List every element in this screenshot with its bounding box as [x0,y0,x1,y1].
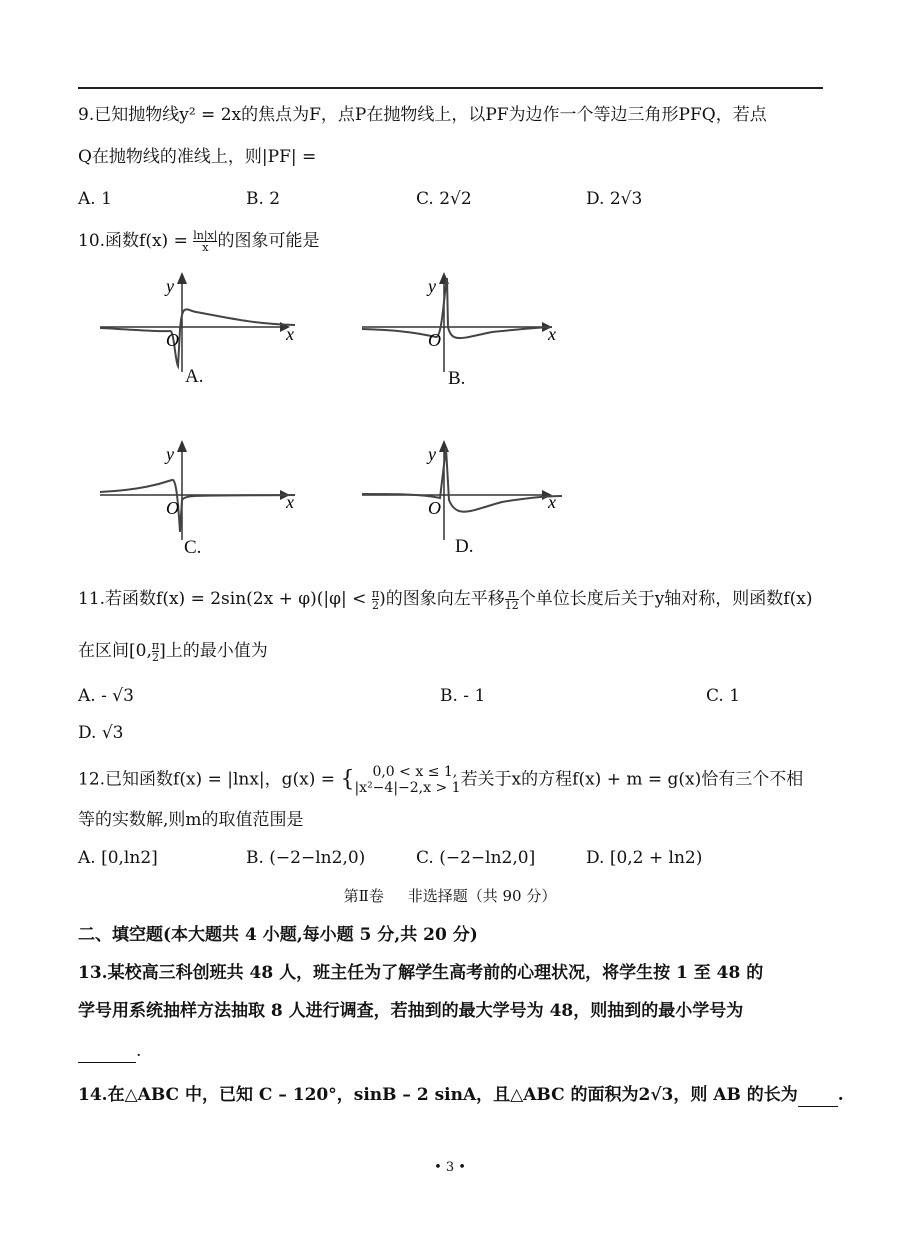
case-1: 0,0 < x ≤ 1, [372,764,458,780]
q11-part3: 个单位长度后关于y轴对称，则函数f(x) [518,589,813,609]
y-label: y [428,444,436,464]
y-label: y [166,444,174,464]
x-label: x [548,492,556,512]
q12-line1 [78,764,803,796]
origin-label: O [428,330,441,350]
function-curve [100,480,295,532]
graph-label-a: A. [185,366,204,387]
frac-pi-12 [505,588,519,611]
q9-option-c: C. 2√2 [416,189,472,209]
answer-blank[interactable] [78,1040,136,1063]
frac-den: 12 [504,599,519,612]
fill-heading: 二、填空题(本大题共 4 小题,每小题 5 分,共 20 分) [78,925,478,945]
q14-line [78,1084,844,1107]
q11-line2 [78,640,268,663]
piecewise-cases [354,764,460,796]
function-plot [362,272,562,372]
q9-option-b: B. 2 [246,189,281,209]
q12-line2: 等的实数解,则m的取值范围是 [78,810,304,830]
q11-option-a: A. - √3 [78,686,134,706]
q13-line1: 13.某校高三科创班共 48 人，班主任为了解学生高考前的心理状况，将学生按 1 至 48 的 [78,963,764,983]
q13-line2: 学号用系统抽样方法抽取 8 人进行调查，若抽到的最大学号为 48，则抽到的最小学号为 [78,1001,744,1021]
section2-title: 第Ⅱ卷 非选择题（共 90 分） [343,887,557,905]
q9-line1: 9.已知抛物线y² = 2x的焦点为F，点P在抛物线上，以PF为边作一个等边三角形PFQ，若点 [78,105,767,125]
q11-option-b: B. - 1 [440,686,486,706]
q10-prefix: 10.函数f(x) = [78,231,194,251]
q12-part2: 若关于x的方程f(x) + m = g(x)恰有三个不相 [460,769,804,790]
frac-num: ln|x| [193,229,218,242]
graph-option-c [100,440,300,540]
frac-num: π [371,587,380,600]
graph-label-d: D. [455,536,474,557]
origin-label: O [166,498,179,518]
q13-line3 [78,1040,141,1063]
function-plot [362,440,562,540]
y-label: y [166,276,174,296]
q12-part1: 12.已知函数f(x) = |lnx|，g(x) = [78,769,341,790]
origin-label: O [166,330,179,350]
q11-line1 [78,588,812,611]
q9-option-a: A. 1 [78,189,112,209]
graph-option-d [362,440,562,540]
q12-option-c: C. (−2−ln2,0] [416,848,536,868]
frac-pi-2 [152,640,159,663]
q11-option-c: C. 1 [706,686,741,706]
graph-label-b: B. [448,368,466,389]
function-curve [362,448,562,512]
y-axis-arrow-icon [439,440,449,452]
graph-label-c: C. [184,537,202,558]
q10-suffix: 的图象可能是 [217,231,320,251]
q10-stem [78,230,319,253]
function-curve [100,309,295,366]
x-label: x [548,324,556,344]
frac-den: 2 [371,599,379,612]
q11-line2-a: 在区间[0, [78,641,152,661]
frac-pi-2 [372,588,379,611]
page-number: • 3 • [434,1160,466,1175]
graph-option-a [100,272,300,372]
q12-option-a: A. [0,ln2] [78,848,158,868]
q14-text: 14.在△ABC 中，已知 C – 120°，sinB – 2 sinA，且△ABC 的面积为2√3，则 AB 的长为 [78,1085,798,1105]
brace: { [340,767,355,792]
frac-num: π [505,588,519,600]
q11-option-d: D. √3 [78,723,124,743]
period: . [136,1041,142,1061]
origin-label: O [428,498,441,518]
q12-option-d: D. [0,2 + ln2) [586,848,703,868]
q11-part2: )的图象向左平移 [379,589,505,609]
function-curve [362,278,552,338]
q10-fraction [193,230,217,253]
period: . [837,1085,844,1105]
y-axis-arrow-icon [177,440,187,452]
frac-den: 2 [151,651,159,664]
frac-den: x [202,241,209,254]
frac-num: π [151,639,160,652]
y-axis-arrow-icon [177,272,187,284]
q9-option-d: D. 2√3 [586,189,643,209]
answer-blank[interactable] [798,1084,838,1107]
graph-option-b [362,272,562,372]
q11-part1: 11.若函数f(x) = 2sin(2x + φ)(|φ| < [78,589,372,609]
function-plot [100,440,300,540]
top-rule [78,87,823,89]
function-plot [100,272,300,372]
x-label: x [286,492,294,512]
y-label: y [428,276,436,296]
case-2: |x²−4|−2,x > 1 [354,780,461,796]
q11-line2-b: ]上的最小值为 [159,641,268,661]
q12-option-b: B. (−2−ln2,0) [246,848,366,868]
q9-line2: Q在抛物线的准线上，则|PF| = [78,147,317,167]
x-label: x [286,324,294,344]
